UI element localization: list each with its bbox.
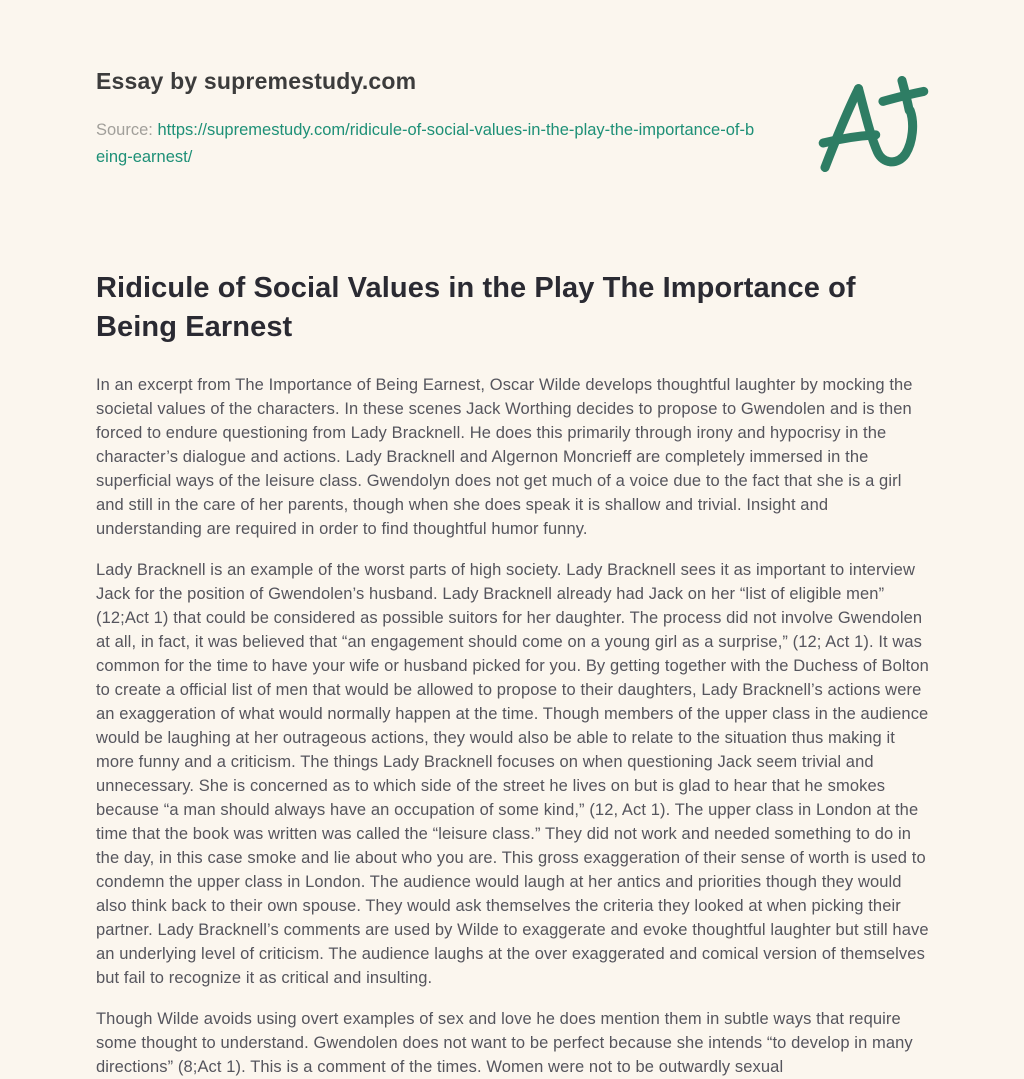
source-label: Source: xyxy=(96,121,153,139)
source-link[interactable]: https://supremestudy.com/ridicule-of-social-values-in-the-play-the-importance-of-being-earnest/ xyxy=(96,121,755,166)
essay-paragraph-1: In an excerpt from The Importance of Being Earnest, Oscar Wilde develops thoughtful laughter by mocking the societal values of the characters. In these scenes Jack Worthing decides to propose to Gwendolen and is then forced to endure questioning from Lady Bracknell. He does this primarily through irony and hypocrisy in the character’s dialogue and actions. Lady Bracknell and Algernon Moncrieff are completely immersed in the superficial ways of the leisure class. Gwendolyn does not get much of a voice due to the fact that she is a girl and still in the care of her parents, though when she does speak it is shallow and trivial. Insight and understanding are required in order to find thoughtful humor funny. xyxy=(96,376,913,538)
essay-title: Ridicule of Social Values in the Play The Importance of Being Earnest xyxy=(96,272,856,343)
a-plus-logo-icon xyxy=(814,76,932,172)
source-line xyxy=(96,117,756,171)
essay-body xyxy=(96,373,932,1079)
header-left xyxy=(96,66,756,171)
essay-paragraph-2: Lady Bracknell is an example of the worst parts of high society. Lady Bracknell sees it as important to interview Jack for the position of Gwendolen’s husband. Lady Bracknell already had Jack on her “list of eligible men” (12;Act 1) that could be considered as possible suitors for her daughter. The process did not involve Gwendolen at all, in fact, it was believed that “an engagement should come on a young girl as a surprise,” (12; Act 1). It was common for the time to have your wife or husband picked for you. By getting together with the Duchess of Bolton to create a official list of men that would be allowed to propose to their daughters, Lady Bracknell’s actions were an exaggeration of what would normally happen at the time. Though members of the upper class in the audience would be laughing at her outrageous actions, they would also be able to relate to the situation thus making it more funny and a criticism. The things Lady Bracknell focuses on when questioning Jack seem trivial and unnecessary. She is concerned as to which side of the street he lives on but is glad to hear that he smokes because “a man should always have an occupation of some kind,” (12, Act 1). The upper class in London at the time that the book was written was called the “leisure class.” They did not work and needed something to do in the day, in this case smoke and lie about who you are. This gross exaggeration of their sense of worth is used to condemn the upper class in London. The audience would laugh at her antics and priorities though they would also think back to their own spouse. They would ask themselves the criteria they looked at when picking their partner. Lady Bracknell’s comments are used by Wilde to exaggerate and evoke thoughtful laughter but still have an underlying level of criticism. The audience laughs at the over exaggerated and comical version of themselves but fail to recognize it as critical and insulting. xyxy=(96,561,929,987)
page-header xyxy=(96,66,932,172)
doc-heading: Essay by supremestudy.com xyxy=(96,68,417,94)
essay-paragraph-3: Though Wilde avoids using overt examples of sex and love he does mention them in subtle ways that require some thought to understand. Gwendolen does not want to be perfect because she intends “to develop in many directions” (8;Act 1). This is a comment of the times. Women were not to be outwardly sexual xyxy=(96,1010,913,1076)
